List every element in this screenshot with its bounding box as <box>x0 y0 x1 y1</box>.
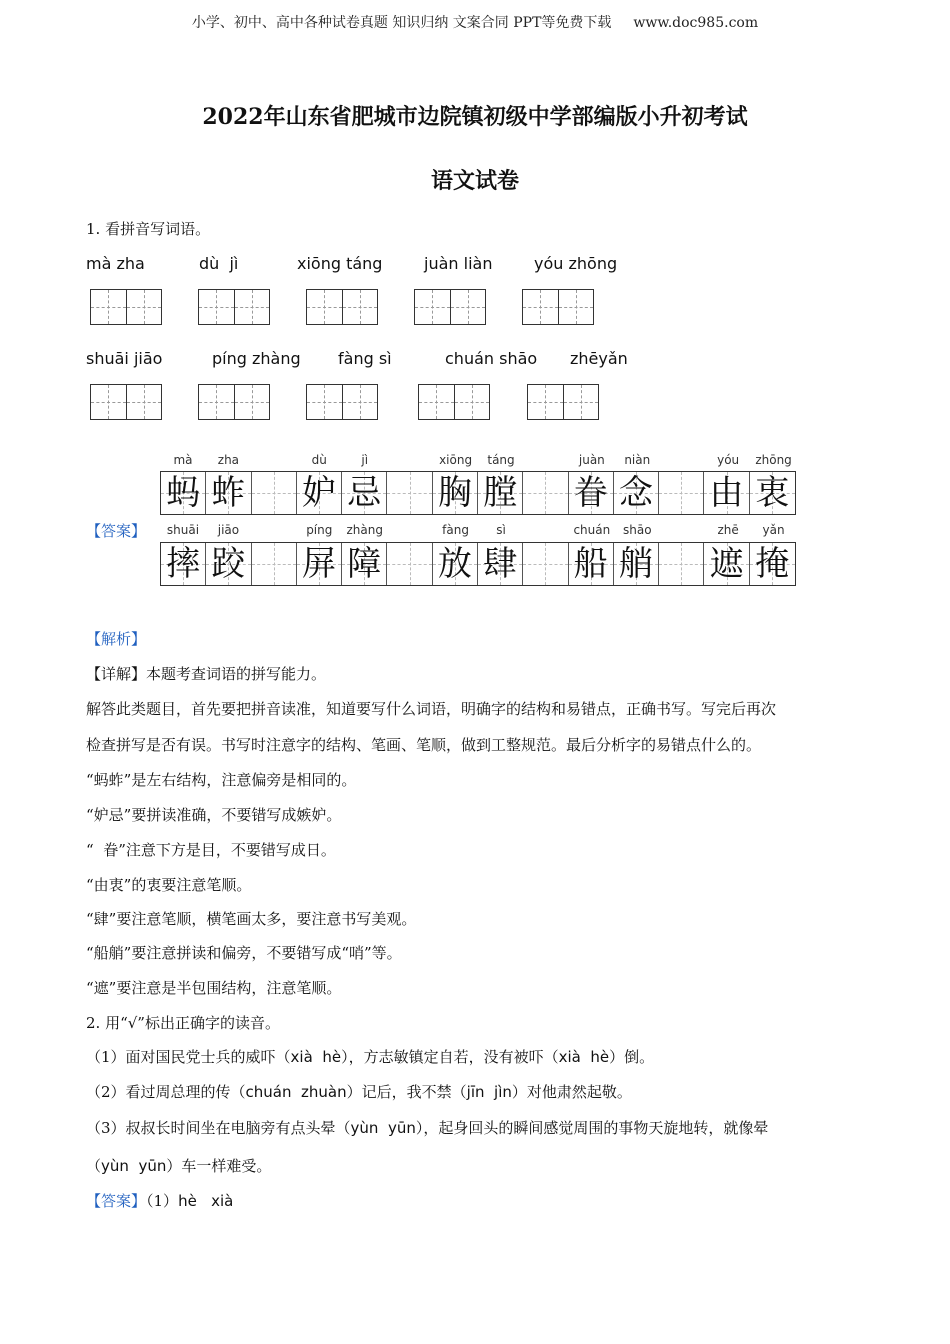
detail-label: 【详解】 <box>86 665 147 683</box>
answer-char-cell <box>659 543 704 585</box>
answer-pinyin: zhàng <box>346 523 383 537</box>
answer-pinyin: jì <box>361 453 369 467</box>
answer-char-cell <box>478 472 523 514</box>
answer-char: 船 <box>573 544 608 584</box>
page-subtitle: 语文试卷 <box>430 168 519 194</box>
q1-pinyin: xiōng táng <box>297 254 383 273</box>
answer-char-cell <box>614 472 659 514</box>
page-title: 2022年山东省肥城市边院镇初级中学部编版小升初考试 <box>202 104 748 130</box>
writing-grid[interactable] <box>522 289 594 325</box>
q1-pinyin: chuán shāo <box>445 349 538 368</box>
q1-pinyin: shuāi jiāo <box>86 349 163 368</box>
q2-options[interactable]: xià hè <box>558 1048 610 1066</box>
answer-pinyin: dù <box>311 453 327 467</box>
answer-char: 由 <box>709 473 744 513</box>
answer-char: 掩 <box>755 544 790 584</box>
q2-item-3-cont <box>86 1155 271 1176</box>
answer-pinyin: mà <box>173 453 193 467</box>
answer-pinyin: shuāi <box>166 523 200 537</box>
q2-text: ）对他肃然起敬。 <box>511 1083 632 1101</box>
answer-char: 念 <box>618 473 653 513</box>
answer-char-cell <box>569 472 614 514</box>
answer-char: 艄 <box>618 544 653 584</box>
answer-char-cell <box>297 472 342 514</box>
q1-pinyin: mà zha <box>86 254 145 273</box>
answer-char-cell <box>342 472 387 514</box>
q2-text: （3）叔叔长时间坐在电脑旁有点头晕（ <box>86 1119 351 1137</box>
answer-char-cell <box>750 543 795 585</box>
q2-text: ）倒。 <box>609 1048 655 1066</box>
answer-pinyin: zhē <box>717 523 739 537</box>
writing-grid[interactable] <box>90 289 162 325</box>
answer-char: 跤 <box>211 544 246 584</box>
analysis-line: “妒忌”要拼读准确，不要错写成嫉妒。 <box>86 806 342 824</box>
answer-char-cell <box>297 543 342 585</box>
analysis-line: “船艄”要注意拼读和偏旁，不要错写成“哨”等。 <box>86 944 402 962</box>
writing-grid[interactable] <box>306 289 378 325</box>
writing-grid[interactable] <box>414 289 486 325</box>
q2-options[interactable]: yùn yūn <box>350 1119 416 1137</box>
answer-char-cell <box>252 472 297 514</box>
q2-answer-label: 【答案】 <box>86 1192 147 1210</box>
answer-pinyin: chuán <box>573 523 611 537</box>
answer-pinyin: píng <box>306 523 333 537</box>
q1-prompt: 1. 看拼音写词语。 <box>86 220 211 238</box>
answer-char: 肆 <box>483 544 518 584</box>
detail-line <box>86 663 326 684</box>
q1-pinyin: zhēyǎn <box>570 349 628 368</box>
q2-text: （1）面对国民党士兵的威吓（ <box>86 1048 291 1066</box>
answer-char-cell <box>704 472 749 514</box>
answer-char-cell <box>569 543 614 585</box>
answer-char-cell <box>206 472 251 514</box>
analysis-line: “由衷”的衷要注意笔顺。 <box>86 876 252 894</box>
analysis-line: “蚂蚱”是左右结构，注意偏旁是相同的。 <box>86 771 357 789</box>
answer-pinyin: fàng <box>442 523 469 537</box>
answer-grid-row <box>160 471 796 515</box>
q2-options[interactable]: xià hè <box>290 1048 342 1066</box>
answer-char: 放 <box>437 544 472 584</box>
answer-pinyin: táng <box>487 453 515 467</box>
q2-text: ）车一样难受。 <box>166 1157 272 1175</box>
answer-pinyin: niàn <box>624 453 651 467</box>
answer-char: 忌 <box>347 473 382 513</box>
q1-pinyin: juàn liàn <box>424 254 493 273</box>
detail-text: 本题考查词语的拼写能力。 <box>146 665 327 683</box>
analysis-line: “遮”要注意是半包围结构，注意笔顺。 <box>86 979 342 997</box>
answer-pinyin-row <box>160 523 796 539</box>
answer-char: 障 <box>347 544 382 584</box>
answer-char-cell <box>478 543 523 585</box>
q1-pinyin: dù jì <box>199 254 239 273</box>
answer-char: 胸 <box>437 473 472 513</box>
answer-char: 蚂 <box>166 473 201 513</box>
q2-item-1 <box>86 1046 654 1067</box>
answer-char-cell <box>161 472 206 514</box>
q2-options[interactable]: jīn jìn <box>466 1083 512 1101</box>
answer-char-cell <box>523 543 568 585</box>
answer-pinyin: yǎn <box>762 523 785 537</box>
q2-text: （ <box>86 1157 102 1175</box>
analysis-label: 【解析】 <box>86 630 147 648</box>
answer-char-cell <box>523 472 568 514</box>
q2-text: ）记后，我不禁（ <box>346 1083 467 1101</box>
answer-pinyin: sì <box>496 523 506 537</box>
q2-answer <box>86 1190 233 1211</box>
answer-grid-row <box>160 542 796 586</box>
answer-pinyin: juàn <box>578 453 605 467</box>
header-text: 小学、初中、高中各种试卷真题 知识归纳 文案合同 PPT等免费下载 <box>191 15 612 31</box>
writing-grid[interactable] <box>90 384 162 420</box>
q2-item-2 <box>86 1081 632 1102</box>
answer-char-cell <box>387 472 432 514</box>
writing-grid[interactable] <box>198 384 270 420</box>
analysis-line: “肆”要注意笔顺，横笔画太多，要注意书写美观。 <box>86 910 417 928</box>
answer-char-cell <box>206 543 251 585</box>
answer-pinyin: jiāo <box>217 523 240 537</box>
analysis-line: 解答此类题目，首先要把拼音读准，知道要写什么词语，明确字的结构和易错点，正确书写。写完后再次 <box>86 700 777 718</box>
header-site: www.doc985.com <box>633 15 759 31</box>
analysis-line: “ 眷”注意下方是目，不要错写成日。 <box>86 841 336 859</box>
writing-grid[interactable] <box>418 384 490 420</box>
q1-pinyin: fàng sì <box>338 349 392 368</box>
q2-item-3 <box>86 1117 768 1138</box>
page-header <box>0 12 950 32</box>
answer-char: 摔 <box>166 544 201 584</box>
q1-answer-label: 【答案】 <box>86 522 147 540</box>
q1-pinyin: píng zhàng <box>212 349 301 368</box>
answer-char-cell <box>387 543 432 585</box>
answer-char-cell <box>614 543 659 585</box>
answer-char: 妒 <box>301 473 336 513</box>
answer-char-cell <box>704 543 749 585</box>
answer-char: 衷 <box>755 473 790 513</box>
writing-grid[interactable] <box>527 384 599 420</box>
answer-char-cell <box>342 543 387 585</box>
answer-char-cell <box>433 543 478 585</box>
answer-pinyin: shāo <box>623 523 652 537</box>
q2-text: ），起身回头的瞬间感觉周围的事物天旋地转，就像晕 <box>415 1119 769 1137</box>
answer-char: 蚱 <box>211 473 246 513</box>
q2-answer-value: hè xià <box>178 1192 234 1210</box>
answer-char: 遮 <box>709 544 744 584</box>
answer-char: 屏 <box>301 544 336 584</box>
answer-char-cell <box>433 472 478 514</box>
answer-char-cell <box>252 543 297 585</box>
answer-pinyin: zhōng <box>755 453 792 467</box>
answer-char: 膛 <box>483 473 518 513</box>
writing-grid[interactable] <box>198 289 270 325</box>
q2-answer-num: （1） <box>146 1192 179 1210</box>
answer-char: 眷 <box>573 473 608 513</box>
answer-char-cell <box>659 472 704 514</box>
q2-prompt: 2. 用“√”标出正确字的读音。 <box>86 1014 280 1032</box>
analysis-line: 检查拼写是否有误。书写时注意字的结构、笔画、笔顺，做到工整规范。最后分析字的易错点什么的。 <box>86 736 762 754</box>
answer-pinyin: zha <box>217 453 240 467</box>
writing-grid[interactable] <box>306 384 378 420</box>
q1-pinyin: yóu zhōng <box>534 254 618 273</box>
answer-pinyin: yóu <box>717 453 740 467</box>
q2-options[interactable]: yùn yūn <box>101 1157 167 1175</box>
answer-char-cell <box>161 543 206 585</box>
q2-options[interactable]: chuán zhuàn <box>245 1083 347 1101</box>
answer-pinyin: xiōng <box>439 453 473 467</box>
answer-pinyin-row <box>160 453 796 469</box>
q2-text: （2）看过周总理的传（ <box>86 1083 246 1101</box>
answer-char-cell <box>750 472 795 514</box>
q2-text: ），方志敏镇定自若，没有被吓（ <box>341 1048 559 1066</box>
